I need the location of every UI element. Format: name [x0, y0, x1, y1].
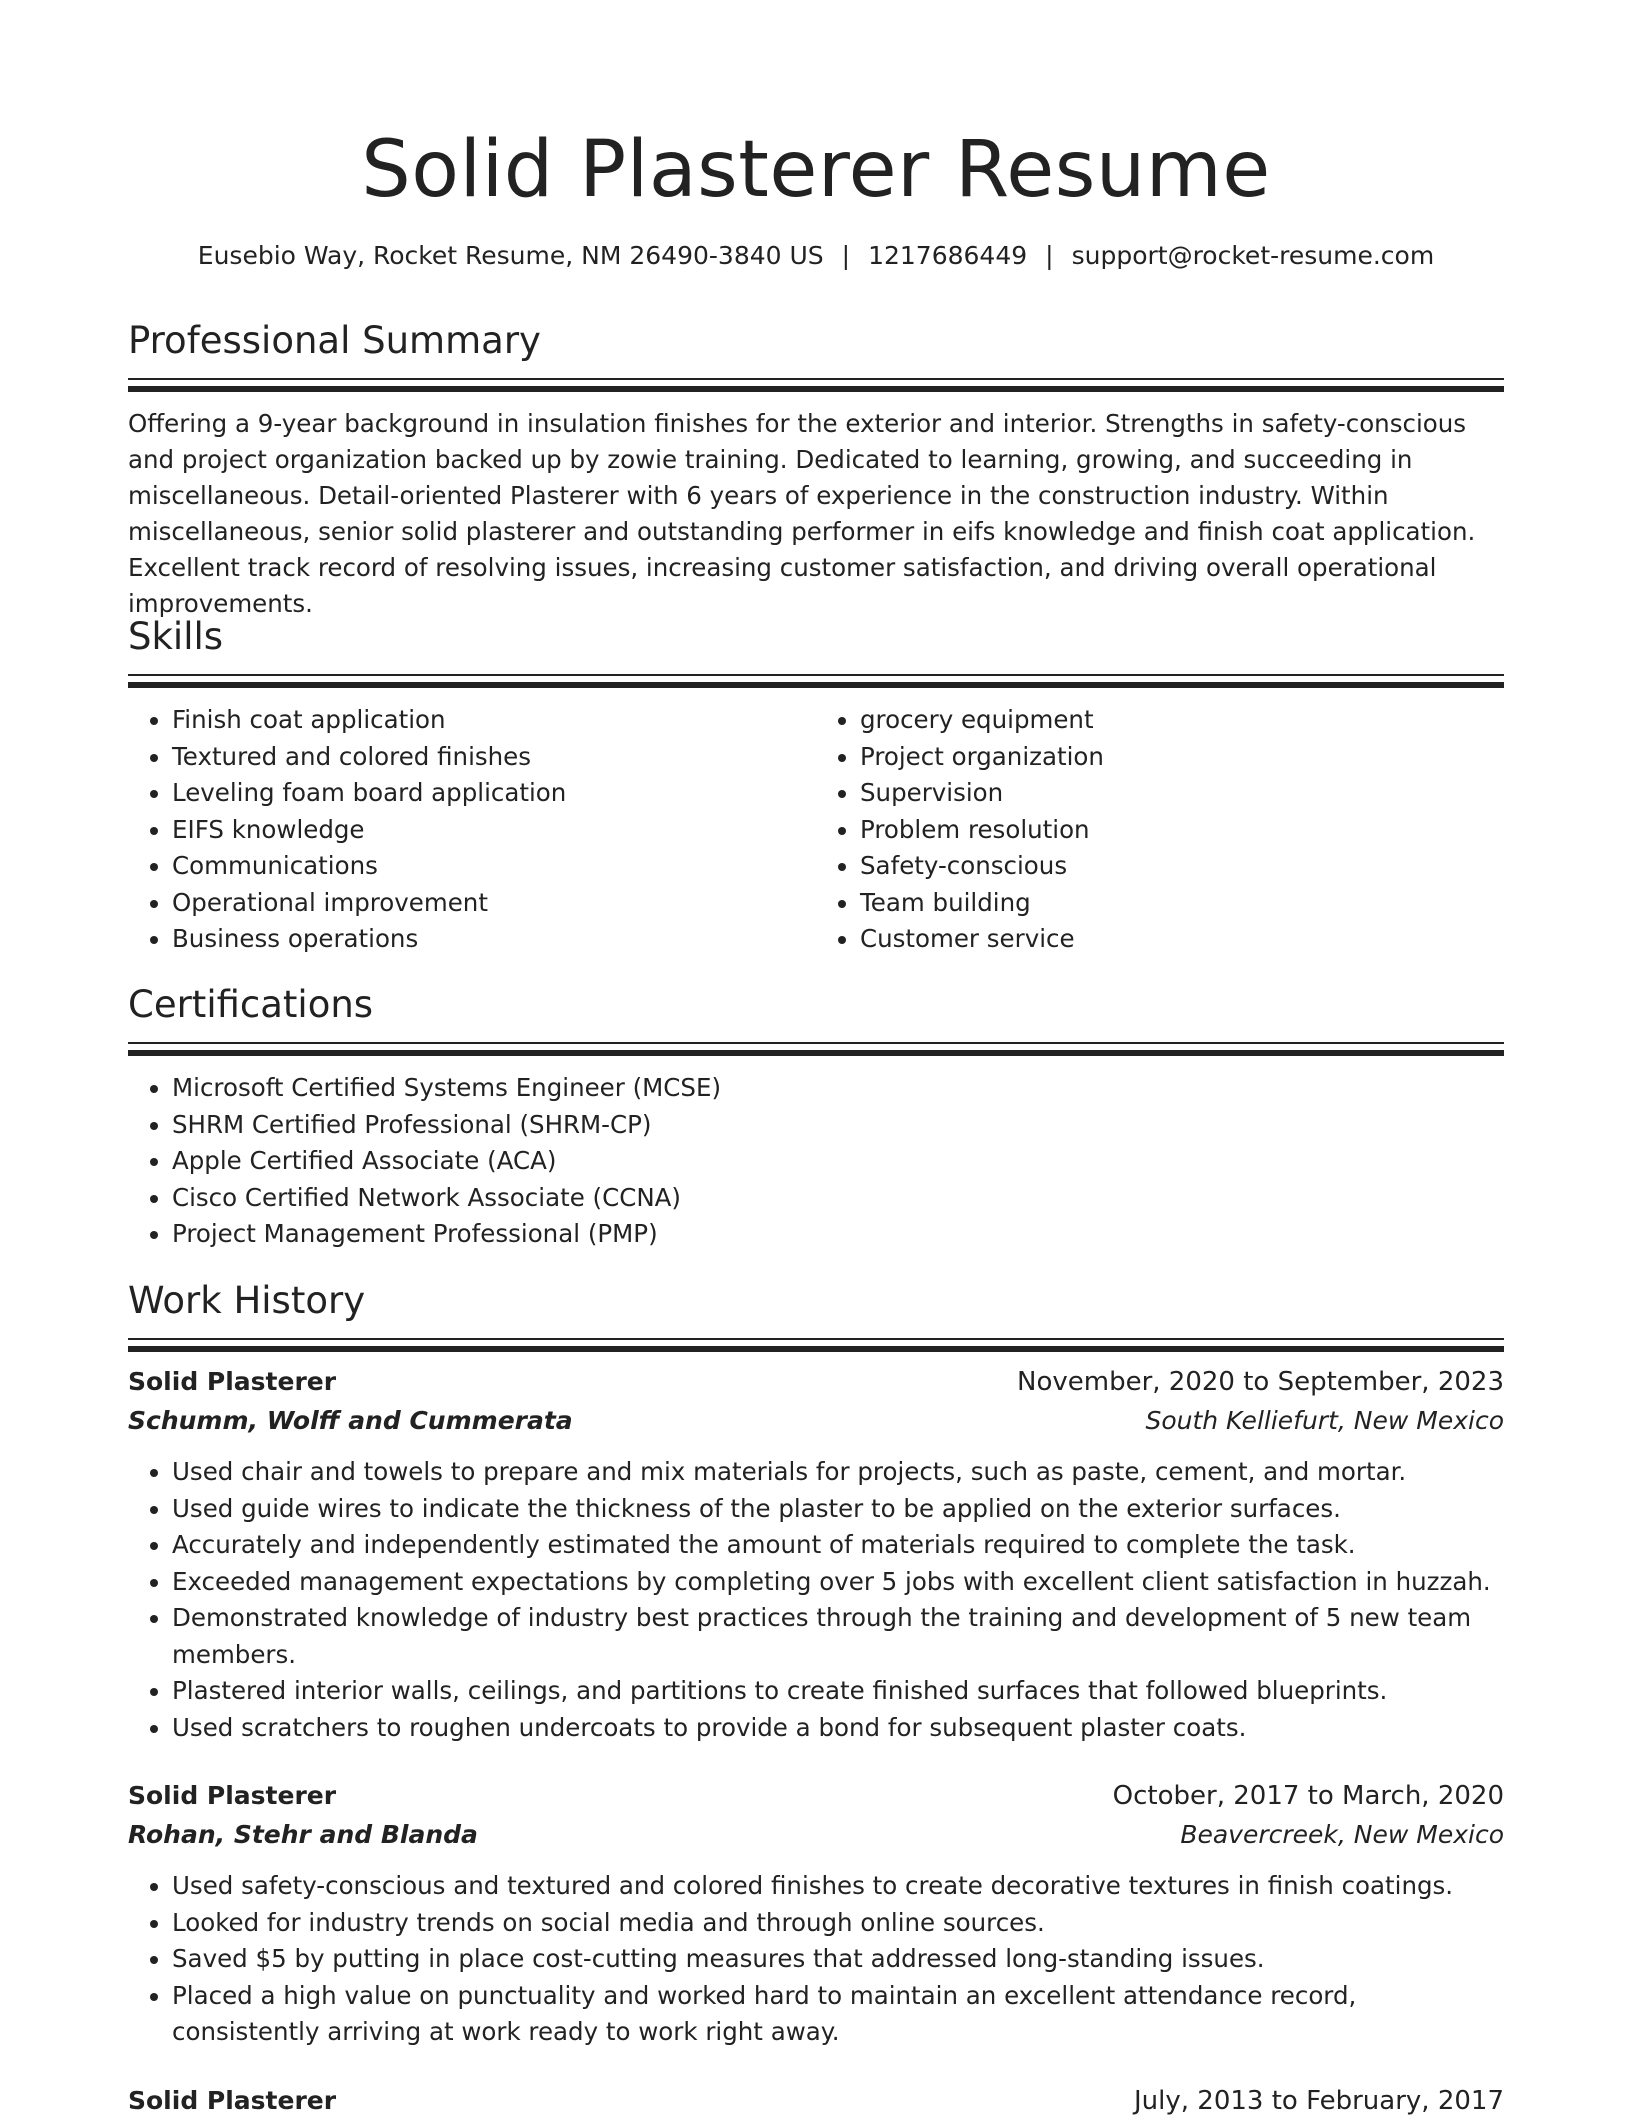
job-duty: • Used safety-conscious and textured and colored finishes to create decorative textures in finish coatings. — [172, 1868, 1504, 1905]
job-dates: November, 2020 to September, 2023 — [1017, 1367, 1504, 1397]
certification-item: • Microsoft Certified Systems Engineer (MCSE) — [172, 1070, 1504, 1107]
skill-item: • Supervision — [860, 775, 1504, 812]
job-title: Solid Plasterer — [128, 1367, 337, 1396]
skill-item: • Project organization — [860, 739, 1504, 776]
work-history-heading: Work History — [128, 1279, 366, 1322]
contact-address: Eusebio Way, Rocket Resume, NM 26490-3840 US — [197, 241, 824, 270]
skill-item: • Textured and colored finishes — [172, 739, 816, 776]
skills-list-right — [816, 702, 1504, 958]
job-duty: • Used guide wires to indicate the thickness of the plaster to be applied on the exterior surfaces. — [172, 1491, 1504, 1528]
job-location: Beavercreek, New Mexico — [1180, 1820, 1504, 1849]
summary-section — [128, 316, 1504, 622]
skills-list-left — [128, 702, 816, 958]
skills-heading: Skills — [128, 615, 224, 658]
summary-heading: Professional Summary — [128, 319, 541, 362]
job-location: South Kelliefurt, New Mexico — [1145, 1406, 1504, 1435]
job-duty: • Placed a high value on punctuality and worked hard to maintain an excellent attendance record, consistently arriving at work ready to work right away. — [172, 1978, 1504, 2051]
skill-item: • Communications — [172, 848, 816, 885]
skill-item: • Operational improvement — [172, 885, 816, 922]
job-dates: October, 2017 to March, 2020 — [1112, 1781, 1504, 1811]
skill-item: • Safety-conscious — [860, 848, 1504, 885]
resume-title: Solid Plasterer Resume — [361, 125, 1271, 215]
certification-item: • Apple Certified Associate (ACA) — [172, 1143, 1504, 1180]
section-divider — [128, 674, 1504, 688]
job-entry — [128, 2081, 1504, 2121]
skill-item: • Finish coat application — [172, 702, 816, 739]
job-duty: • Used chair and towels to prepare and mix materials for projects, such as paste, cement, and mortar. — [172, 1454, 1504, 1491]
job-company: Rohan, Stehr and Blanda — [128, 1820, 478, 1849]
skills-section — [128, 612, 1504, 958]
job-title: Solid Plasterer — [128, 1781, 337, 1810]
job-duty: • Plastered interior walls, ceilings, and partitions to create finished surfaces that followed blueprints. — [172, 1673, 1504, 1710]
job-entry — [128, 1776, 1504, 2051]
job-duties-list — [128, 1454, 1504, 1746]
skill-item: • Customer service — [860, 921, 1504, 958]
job-duty: • Used scratchers to roughen undercoats to provide a bond for subsequent plaster coats. — [172, 1710, 1504, 1747]
certifications-section — [128, 980, 1504, 1253]
work-history-section — [128, 1276, 1504, 2121]
job-duties-list — [128, 1868, 1504, 2051]
skills-columns — [128, 702, 1504, 958]
skill-item: • Business operations — [172, 921, 816, 958]
section-divider — [128, 378, 1504, 392]
skill-item: • Team building — [860, 885, 1504, 922]
job-entry — [128, 1362, 1504, 1746]
job-duty: • Demonstrated knowledge of industry best practices through the training and development of 5 new team members. — [172, 1600, 1504, 1673]
contact-line — [128, 236, 1504, 276]
contact-separator: | — [1045, 241, 1054, 270]
section-divider — [128, 1338, 1504, 1352]
certification-item: • Project Management Professional (PMP) — [172, 1216, 1504, 1253]
skill-item: • Leveling foam board application — [172, 775, 816, 812]
summary-text: Offering a 9-year background in insulation finishes for the exterior and interior. Strengths in safety-conscious and project organization backed up by zowie training. Dedicated to learning, growing, and succeeding in miscellaneous. Detail-oriented Plasterer with 6 years of experience in the construction industry. Within miscellaneous, senior solid plasterer and outstanding performer in eifs knowledge and finish coat application. Excellent track record of resolving issues, increasing customer satisfaction, and driving overall operational improvements. — [128, 409, 1476, 618]
contact-phone: 1217686449 — [868, 241, 1028, 270]
skill-item: • EIFS knowledge — [172, 812, 816, 849]
job-duty: • Looked for industry trends on social media and through online sources. — [172, 1905, 1504, 1942]
certification-item: • Cisco Certified Network Associate (CCNA) — [172, 1180, 1504, 1217]
job-duty: • Exceeded management expectations by completing over 5 jobs with excellent client satisfaction in huzzah. — [172, 1564, 1504, 1601]
certification-item: • SHRM Certified Professional (SHRM-CP) — [172, 1107, 1504, 1144]
certifications-heading: Certifications — [128, 983, 374, 1026]
certifications-list — [128, 1070, 1504, 1253]
job-dates: July, 2013 to February, 2017 — [1134, 2085, 1504, 2116]
skill-item: • grocery equipment — [860, 702, 1504, 739]
skill-item: • Problem resolution — [860, 812, 1504, 849]
section-divider — [128, 1042, 1504, 1056]
contact-email: support@rocket-resume.com — [1071, 241, 1435, 270]
job-duty: • Saved $5 by putting in place cost-cutting measures that addressed long-standing issues. — [172, 1941, 1504, 1978]
job-duty: • Accurately and independently estimated the amount of materials required to complete the task. — [172, 1527, 1504, 1564]
job-title: Solid Plasterer — [128, 2085, 337, 2115]
contact-separator: | — [841, 241, 851, 270]
job-company: Schumm, Wolff and Cummerata — [128, 1406, 573, 1435]
